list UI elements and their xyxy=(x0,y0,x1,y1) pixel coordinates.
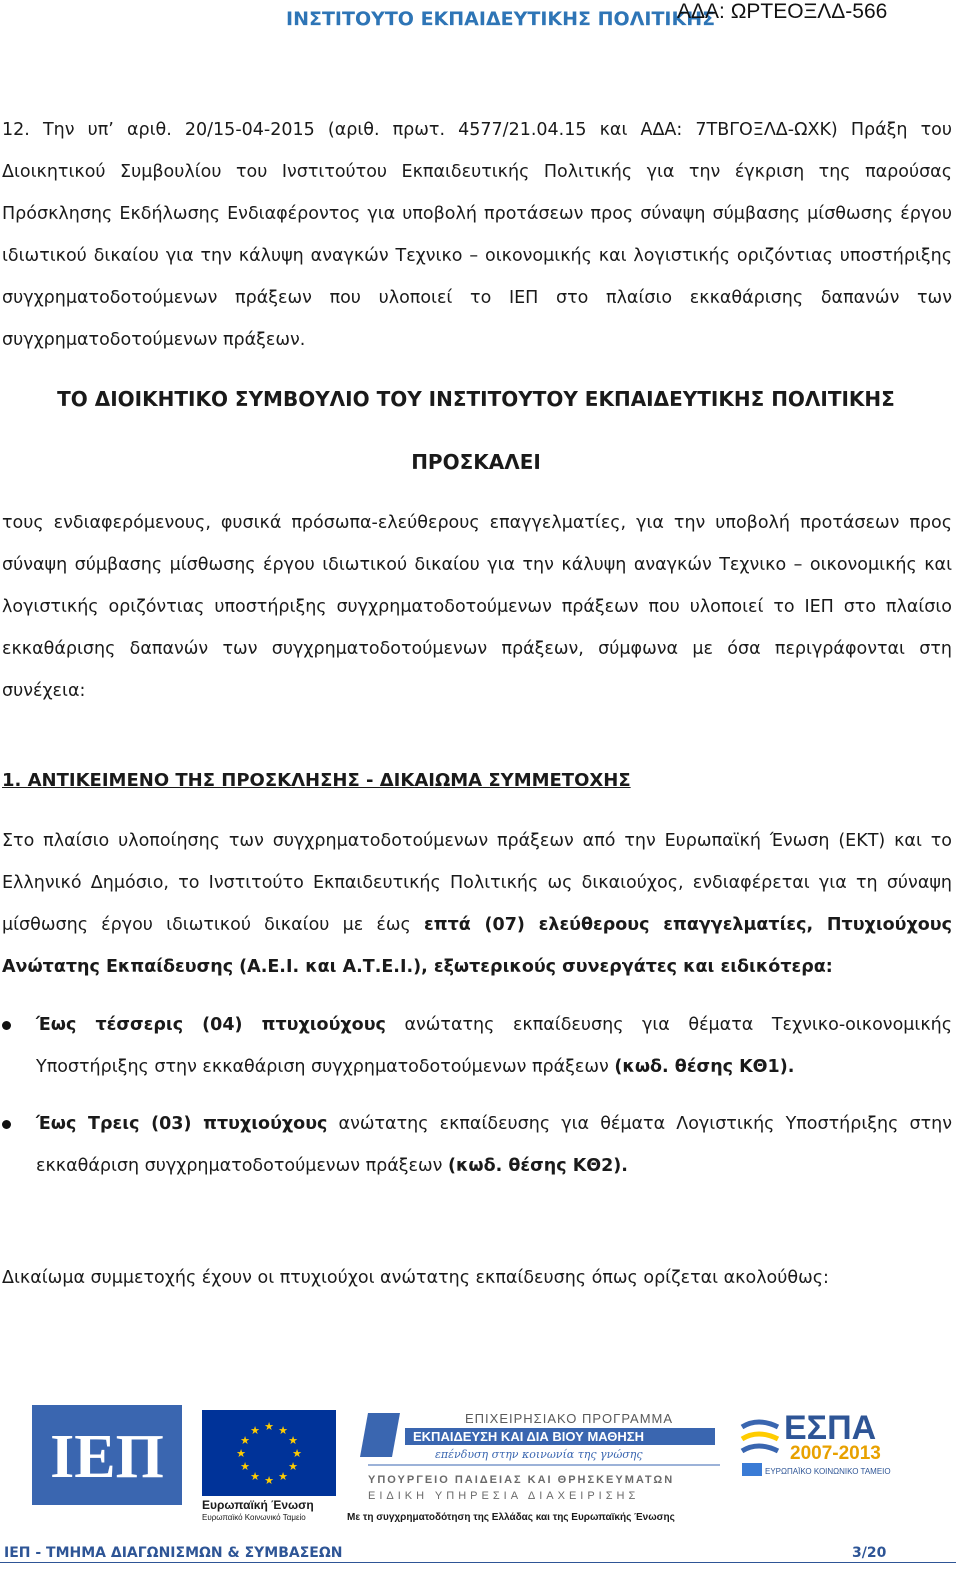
invitation-text: τους ενδιαφερόμενους, φυσικά πρόσωπα-ελεύθερους επαγγελματίες, για την υποβολή προτάσεων προς σύναψη σύμβασης μίσθωσης έργου ιδιωτικού δικαίου για την κάλυψη αναγκών Τεχνικο – οικονομικής και λογιστικής οριζόντιας υποστήριξης συγχρηματοδοτούμενων πράξεων που υλοποιεί το ΙΕΠ στο πλαίσιο εκκαθάρισης δαπανών των συγχρηματοδοτούμενων πράξεων, σύμφωνα με όσα περιγράφονται στη συνέχεια: xyxy=(2,513,952,701)
cofund-text: Με τη συγχρηματοδότηση της Ελλάδας και της Ευρωπαϊκής Ένωσης xyxy=(347,1512,675,1523)
bullet-bold-start: Έως Τρεις (03) πτυχιούχους xyxy=(36,1114,328,1134)
svg-text:★: ★ xyxy=(264,1420,274,1433)
iep-logo xyxy=(32,1405,182,1505)
svg-text:★: ★ xyxy=(288,1434,298,1447)
op-line2-text: ΕΚΠΑΙΔΕΥΣΗ ΚΑΙ ΔΙΑ ΒΙΟΥ ΜΑΘΗΣΗ xyxy=(413,1429,644,1444)
svg-text:★: ★ xyxy=(240,1434,250,1447)
svg-text:★: ★ xyxy=(250,1424,260,1437)
bullet-code: (κωδ. θέσης ΚΘ2). xyxy=(447,1156,628,1176)
bullet-bold-start: Έως τέσσερις (04) πτυχιούχους xyxy=(36,1015,386,1035)
svg-text:★: ★ xyxy=(264,1474,274,1487)
intro-text: 12. Την υπ’ αριθ. 20/15-04-2015 (αριθ. πρωτ. 4577/21.04.15 και ΑΔΑ: 7ΤΒΓΟΞΛΔ-ΩΧΚ) Πράξη του Διοικητικού Συμβουλίου του Ινστιτούτου Εκπαιδευτικής Πολιτικής για την έγκριση της παρούσας Πρόσκλησης Εκδήλωσης Ενδιαφέροντος για υποβολή προτάσεων προς σύναψη σύμβασης μίσθωσης έργου ιδιωτικού δικαίου για την κάλυψη αναγκών Τεχνικο – οικονομικής και λογιστικής οριζόντιας υποστήριξης συγχρηματοδοτούμενων πράξεων που υλοποιεί το ΙΕΠ στο πλαίσιο εκκαθάρισης δαπανών των συγχρηματοδοτούμενων πράξεων. xyxy=(2,120,952,350)
op-line1-text: ΕΠΙΧΕΙΡΗΣΙΑΚΟ ΠΡΟΓΡΑΜΜΑ xyxy=(465,1411,674,1426)
svg-text:★: ★ xyxy=(292,1447,302,1460)
header-ada-code: ΑΔΑ: ΩΡΤΕΟΞΛΔ-566 xyxy=(677,0,888,23)
section1-title: 1. ΑΝΤΙΚΕΙΜΕΝΟ ΤΗΣ ΠΡΟΣΚΛΗΣΗΣ - ΔΙΚΑΙΩΜΑ ΣΥΜΜΕΤΟΧΗΣ xyxy=(2,770,631,791)
list-item xyxy=(0,1103,952,1187)
section1-text: Στο πλαίσιο υλοποίησης των συγχρηματοδοτούμενων πράξεων από την Ευρωπαϊκή Ένωση (ΕΚΤ) και το Ελληνικό Δημόσιο, το Ινστιτούτο Εκπαιδευτικής Πολιτικής ως δικαιούχος, ενδιαφέρεται για τη σύναψη μίσθωσης έργου ιδιωτικού δικαίου με έως xyxy=(2,831,952,935)
eligibility-paragraph xyxy=(2,1257,952,1299)
espa-text: ΕΣΠΑ xyxy=(784,1409,877,1447)
bullet-icon xyxy=(2,1021,11,1030)
invites-heading: ΠΡΟΣΚΑΛΕΙ xyxy=(411,450,541,474)
svg-text:★: ★ xyxy=(278,1470,288,1483)
funding-logos-strip xyxy=(30,1395,910,1530)
eu-name-text: Ευρωπαϊκή Ένωση xyxy=(202,1498,314,1512)
footer-divider xyxy=(0,1562,956,1563)
espa-logo xyxy=(742,1409,891,1476)
op-motto-text: επένδυση στην κοινωνία της γνώσης xyxy=(435,1448,643,1461)
ministry-text: ΥΠΟΥΡΓΕΙΟ ΠΑΙΔΕΙΑΣ ΚΑΙ ΘΡΗΣΚΕΥΜΑΤΩΝ xyxy=(368,1474,675,1486)
eu-fund-text: Ευρωπαϊκό Κοινωνικό Ταμείο xyxy=(202,1513,306,1522)
invitation-paragraph xyxy=(2,502,952,712)
svg-text:★: ★ xyxy=(240,1460,250,1473)
eu-flag-logo xyxy=(202,1410,336,1522)
operational-programme-logo xyxy=(347,1411,720,1523)
greek-flag-icon xyxy=(742,1463,762,1476)
header-institute-name: ΙΝΣΤΙΤΟΥΤΟ ΕΚΠΑΙΔΕΥΤΙΚΗΣ ΠΟΛΙΤΙΚΗΣ xyxy=(286,8,716,30)
svg-text:★: ★ xyxy=(278,1424,288,1437)
footer-department: ΙΕΠ - ΤΜΗΜΑ ΔΙΑΓΩΝΙΣΜΩΝ & ΣΥΜΒΑΣΕΩΝ xyxy=(4,1545,343,1561)
bullet-icon xyxy=(2,1120,11,1129)
svg-text:★: ★ xyxy=(236,1447,246,1460)
intro-paragraph xyxy=(2,109,952,361)
svg-text:★: ★ xyxy=(288,1460,298,1473)
bullet-code: (κωδ. θέσης ΚΘ1). xyxy=(614,1057,795,1077)
bullet-text: ανώτατης εκπαίδευσης για θέματα Λογιστικής Υποστήριξης στην εκκαθάριση συγχρηματοδοτούμενων πράξεων xyxy=(36,1114,952,1176)
section1-bold-text: επτά (07) ελεύθερους επαγγελματίες, Πτυχιούχους Ανώτατης Εκπαίδευσης (Α.Ε.Ι. και Α.Τ.Ε.Ι.), εξωτερικούς συνεργάτες και ειδικότερα: xyxy=(2,915,952,977)
footer-page-number: 3/20 xyxy=(852,1545,887,1561)
position-list xyxy=(0,1004,952,1202)
svg-text:★: ★ xyxy=(250,1470,260,1483)
list-item xyxy=(0,1004,952,1088)
eligibility-text: Δικαίωμα συμμετοχής έχουν οι πτυχιούχοι ανώτατης εκπαίδευσης όπως ορίζεται ακολούθως: xyxy=(2,1268,829,1288)
espa-years-text: 2007-2013 xyxy=(790,1443,881,1464)
bullet-text: ανώτατης εκπαίδευσης για θέματα Τεχνικο-οικονομικής Υποστήριξης στην εκκαθάριση συγχρηματοδοτούμενων πράξεων xyxy=(36,1015,953,1077)
espa-fund-text: ΕΥΡΩΠΑΪΚΟ ΚΟΙΝΩΝΙΚΟ ΤΑΜΕΙΟ xyxy=(765,1467,891,1476)
board-heading: ΤΟ ΔΙΟΙΚΗΤΙΚΟ ΣΥΜΒΟΥΛΙΟ ΤΟΥ ΙΝΣΤΙΤΟΥΤΟΥ ΕΚΠΑΙΔΕΥΤΙΚΗΣ ΠΟΛΙΤΙΚΗΣ xyxy=(57,387,895,411)
section1-paragraph xyxy=(2,820,952,988)
agency-text: ΕΙΔΙΚΗ ΥΠΗΡΕΣΙΑ ΔΙΑΧΕΙΡΙΣΗΣ xyxy=(368,1490,640,1502)
iep-logo-text: ΙΕΠ xyxy=(50,1423,164,1491)
